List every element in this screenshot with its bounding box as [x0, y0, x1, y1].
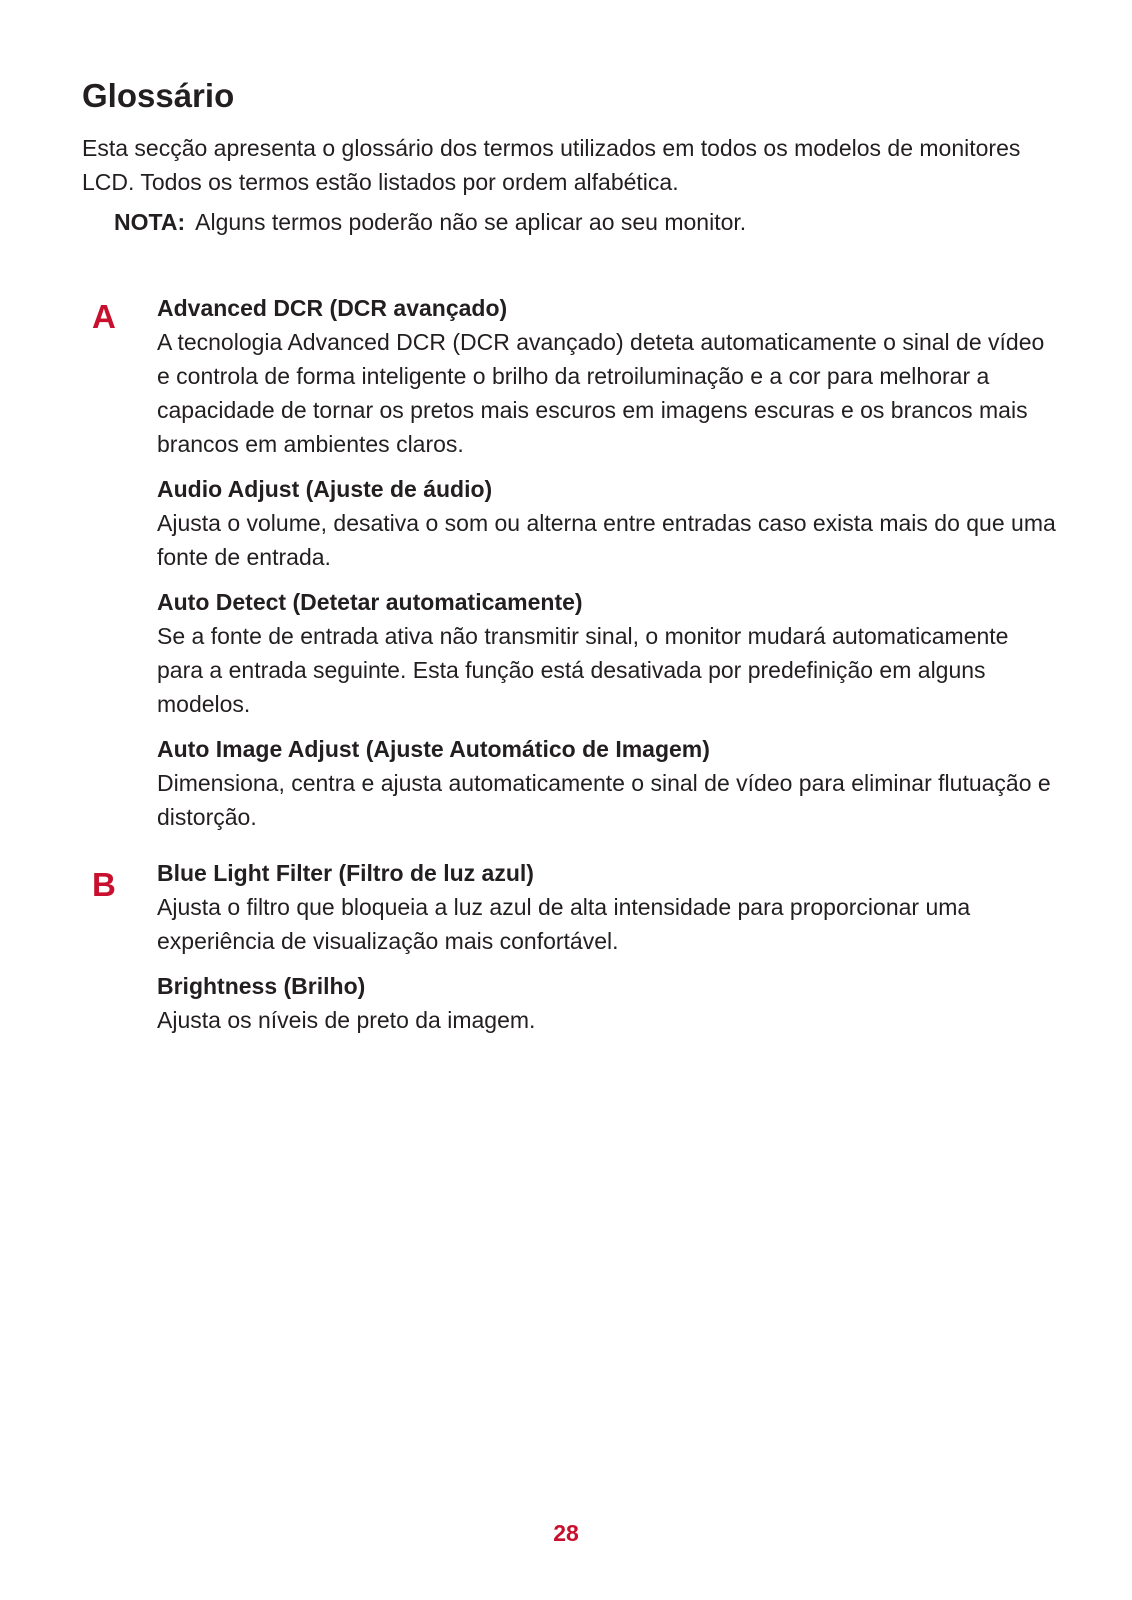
glossary-term: Brightness (Brilho): [157, 973, 366, 999]
glossary-term: Auto Detect (Detetar automaticamente): [157, 589, 583, 615]
glossary-definition: Dimensiona, centra e ajusta automaticamente o sinal de vídeo para eliminar flutuação e distorção.: [157, 770, 1051, 830]
glossary-definition: Se a fonte de entrada ativa não transmitir sinal, o monitor mudará automaticamente para a entrada seguinte. Esta função está desativada por predefinição em alguns modelos.: [157, 623, 1009, 717]
glossary-entry: [157, 969, 1057, 1037]
glossary-definition: A tecnologia Advanced DCR (DCR avançado) deteta automaticamente o sinal de vídeo e controla de forma inteligente o brilho da retroiluminação e a cor para melhorar a capacidade de tornar os pretos mais escuros em imagens escuras e os brancos mais brancos em ambientes claros.: [157, 329, 1045, 457]
glossary-definition: Ajusta o volume, desativa o som ou alterna entre entradas caso exista mais do que uma fonte de entrada.: [157, 510, 1056, 570]
intro-paragraph: Esta secção apresenta o glossário dos termos utilizados em todos os modelos de monitores LCD. Todos os termos estão listados por ordem alfabética.: [82, 135, 1021, 195]
note: [114, 205, 746, 239]
section-letter-b: B: [92, 866, 116, 903]
glossary-definition: Ajusta o filtro que bloqueia a luz azul de alta intensidade para proporcionar uma experiência de visualização mais confortável.: [157, 894, 971, 954]
glossary-entry: [157, 291, 1057, 461]
glossary-definition: Ajusta os níveis de preto da imagem.: [157, 1007, 536, 1033]
glossary-term: Blue Light Filter (Filtro de luz azul): [157, 860, 534, 886]
glossary-entry: [157, 732, 1057, 834]
glossary-term: Audio Adjust (Ajuste de áudio): [157, 476, 493, 502]
note-label: NOTA:: [114, 209, 186, 235]
glossary-term: Advanced DCR (DCR avançado): [157, 295, 508, 321]
page-number: 28: [553, 1520, 579, 1546]
glossary-entry: [157, 585, 1057, 721]
glossary-section-b: [157, 856, 1057, 1048]
note-text: Alguns termos poderão não se aplicar ao seu monitor.: [195, 209, 747, 235]
section-letter-a: A: [92, 298, 116, 335]
glossary-entry: [157, 856, 1057, 958]
glossary-section-a: [157, 291, 1057, 845]
glossary-term: Auto Image Adjust (Ajuste Automático de Imagem): [157, 736, 710, 762]
page-title: Glossário: [82, 77, 235, 114]
glossary-entry: [157, 472, 1057, 574]
